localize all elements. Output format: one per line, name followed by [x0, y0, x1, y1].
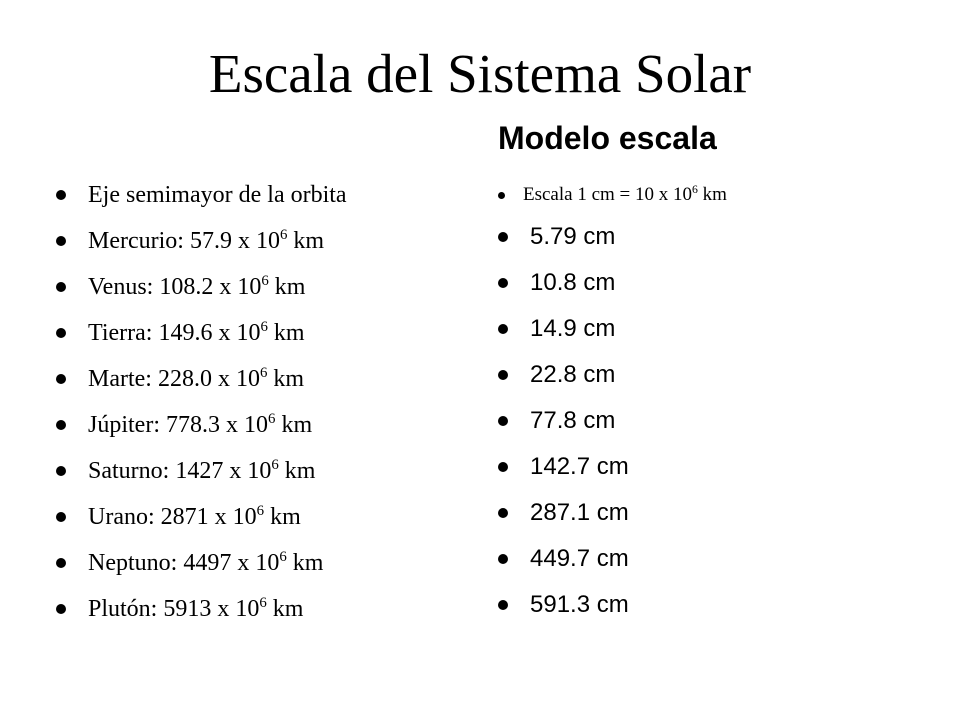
list-item — [56, 449, 315, 493]
list-item — [56, 587, 303, 631]
list-item — [498, 307, 615, 351]
list-item-text: Mercurio: 57.9 x $10^6$ km — [88, 226, 325, 254]
bullet-icon — [498, 416, 508, 426]
bullet-icon — [56, 512, 66, 522]
list-item — [498, 261, 615, 305]
bullet-icon — [498, 192, 505, 199]
bullet-icon — [56, 282, 66, 292]
bullet-icon — [56, 420, 66, 430]
slide-title: Escala del Sistema Solar — [208, 43, 752, 104]
list-item-text: 142.7 cm — [530, 453, 629, 480]
list-item-text: Júpiter: 778.3 x $10^6$ km — [88, 410, 313, 438]
bullet-icon — [56, 558, 66, 568]
list-item-text: 287.1 cm — [530, 499, 629, 526]
list-item — [498, 215, 615, 259]
list-item — [498, 445, 629, 489]
bullet-icon — [56, 190, 66, 200]
list-item — [56, 541, 323, 585]
list-item-text: 591.3 cm — [530, 591, 629, 618]
bullet-icon — [498, 508, 508, 518]
list-item-text: Tierra: 149.6 x $10^6$ km — [88, 318, 305, 346]
list-item-text: 10.8 cm — [530, 269, 616, 296]
list-item — [498, 399, 615, 443]
bullet-icon — [498, 232, 508, 242]
scale-note — [498, 173, 727, 217]
list-item — [56, 219, 324, 263]
list-item-text: Urano: 2871 x $10^6$ km — [88, 502, 301, 530]
list-item-text: 5.79 cm — [530, 223, 616, 250]
list-item-text: Plutón: 5913 x $10^6$ km — [88, 594, 304, 622]
list-item — [498, 537, 629, 581]
list-item — [498, 353, 615, 397]
bullet-icon — [56, 328, 66, 338]
scale-note-text: Escala 1 cm = 10 x $10^6$ km — [523, 182, 727, 205]
list-item — [498, 491, 629, 535]
bullet-icon — [56, 604, 66, 614]
bullet-icon — [498, 278, 508, 288]
list-item — [56, 495, 301, 539]
bullet-icon — [56, 374, 66, 384]
list-item-text: Venus: 108.2 x $10^6$ km — [88, 272, 306, 300]
bullet-icon — [498, 600, 508, 610]
slide-subtitle: Modelo escala — [498, 120, 717, 156]
list-item — [56, 265, 305, 309]
list-item-text: Neptuno: 4497 x $10^6$ km — [88, 548, 324, 576]
bullet-icon — [56, 466, 66, 476]
list-item-text: 22.8 cm — [530, 361, 616, 388]
list-item-text: Eje semimayor de la orbita — [88, 181, 347, 208]
bullet-icon — [498, 462, 508, 472]
list-item — [56, 357, 304, 401]
bullet-icon — [498, 370, 508, 380]
list-item-text: 449.7 cm — [530, 545, 629, 572]
list-item — [498, 583, 629, 627]
bullet-icon — [498, 324, 508, 334]
bullet-icon — [498, 554, 508, 564]
list-item-text: 77.8 cm — [530, 407, 616, 434]
list-item — [56, 403, 312, 447]
list-item-text: Saturno: 1427 x $10^6$ km — [88, 456, 316, 484]
list-item-text: 14.9 cm — [530, 315, 616, 342]
list-item — [56, 173, 347, 217]
list-item-text: Marte: 228.0 x $10^6$ km — [88, 364, 305, 392]
bullet-icon — [56, 236, 66, 246]
list-item — [56, 311, 305, 355]
